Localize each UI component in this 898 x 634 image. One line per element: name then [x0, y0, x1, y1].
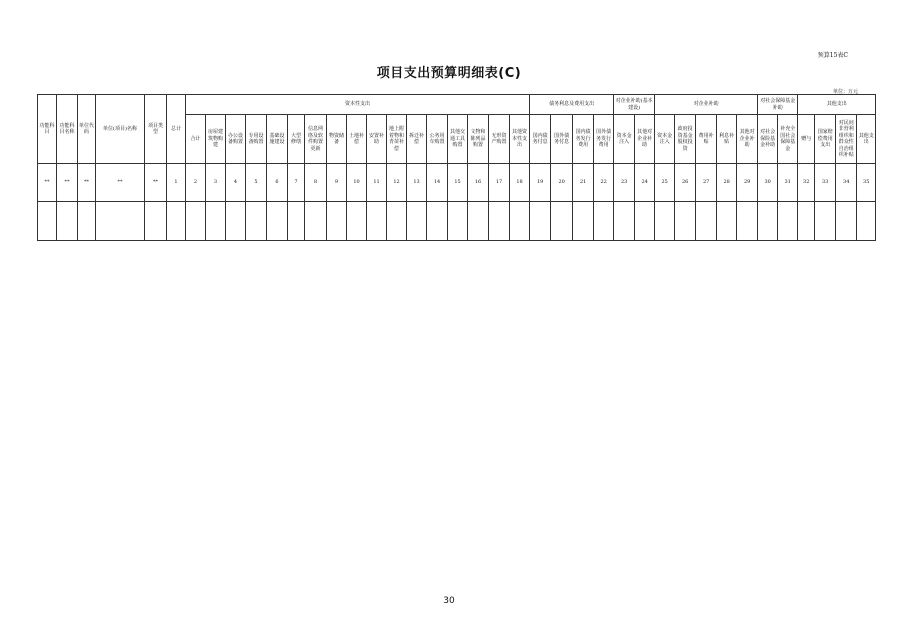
column-header: 土地补偿 — [347, 115, 367, 164]
page-number: 30 — [443, 596, 455, 606]
column-header: 合计 — [186, 115, 206, 164]
column-header: 补充全国社会保障基金 — [778, 115, 798, 164]
column-header: 其他对企业补助 — [737, 115, 758, 164]
index-cell: 25 — [655, 164, 675, 202]
group-header: 其他支出 — [798, 95, 876, 115]
group-header: 对企业补助 — [655, 95, 758, 115]
budget-table — [37, 94, 876, 241]
column-header: 其他资本性支出 — [510, 115, 530, 164]
index-cell: 22 — [594, 164, 614, 202]
column-header: 国外债务付息 — [551, 115, 573, 164]
column-header: 利息补贴 — [717, 115, 737, 164]
column-header: 其他交通工具购置 — [448, 115, 468, 164]
index-cell: ** — [57, 164, 78, 202]
column-header: 资本金注入 — [655, 115, 675, 164]
column-header: 费用补贴 — [696, 115, 717, 164]
index-cell: 35 — [857, 164, 876, 202]
column-header: 地上附着物和青苗补偿 — [387, 115, 407, 164]
index-cell: 7 — [288, 164, 305, 202]
index-cell: ** — [145, 164, 167, 202]
column-header: 其他支出 — [857, 115, 876, 164]
column-header: 赠与 — [798, 115, 815, 164]
index-cell: 23 — [614, 164, 635, 202]
index-cell: 19 — [530, 164, 551, 202]
column-header: 国内债务发行费用 — [573, 115, 594, 164]
header-cell: 功能科目名称 — [57, 95, 78, 164]
index-cell: 26 — [675, 164, 696, 202]
empty-data-row — [38, 202, 876, 241]
column-header: 无形资产购置 — [489, 115, 510, 164]
index-row — [38, 164, 876, 202]
column-header: 国家赔偿费用支出 — [815, 115, 836, 164]
index-cell: 11 — [367, 164, 387, 202]
index-cell: 18 — [510, 164, 530, 202]
index-cell: 13 — [407, 164, 427, 202]
column-header: 对民间非营利组织和群众性自治组织补贴 — [836, 115, 857, 164]
index-cell: ** — [96, 164, 145, 202]
index-cell: ** — [38, 164, 57, 202]
index-cell: 6 — [267, 164, 288, 202]
column-header: 物资储备 — [327, 115, 347, 164]
column-header: 资本金注入 — [614, 115, 635, 164]
group-header: 对社会保障基金补助 — [758, 95, 798, 115]
index-cell: 21 — [573, 164, 594, 202]
index-cell: 2 — [186, 164, 206, 202]
index-cell: 8 — [305, 164, 327, 202]
index-cell: 16 — [468, 164, 489, 202]
header-cell: 单位代码 — [78, 95, 96, 164]
column-header: 安置补助 — [367, 115, 387, 164]
column-header: 大型修缮 — [288, 115, 305, 164]
column-header: 专用设备购置 — [246, 115, 267, 164]
index-cell: 33 — [815, 164, 836, 202]
column-header: 对社会保险基金补助 — [758, 115, 778, 164]
index-cell: 31 — [778, 164, 798, 202]
index-cell: 27 — [696, 164, 717, 202]
index-cell: 9 — [327, 164, 347, 202]
column-header: 国内债务付息 — [530, 115, 551, 164]
index-cell: 20 — [551, 164, 573, 202]
column-header: 信息网络及软件购置更新 — [305, 115, 327, 164]
index-cell: 30 — [758, 164, 778, 202]
index-cell: 28 — [717, 164, 737, 202]
header-cell: 单位(项目)名称 — [96, 95, 145, 164]
form-id: 预算15表C — [817, 52, 848, 59]
header-cell: 项目类型 — [145, 95, 167, 164]
index-cell: 34 — [836, 164, 857, 202]
group-header: 对企业补助(基本建设) — [614, 95, 655, 115]
index-cell: 17 — [489, 164, 510, 202]
index-cell: 12 — [387, 164, 407, 202]
index-cell: 29 — [737, 164, 758, 202]
header-cell: 总计 — [167, 95, 186, 164]
column-header: 国外债务发行费用 — [594, 115, 614, 164]
column-header: 办公设备购置 — [226, 115, 246, 164]
column-header: 政府投资基金股权投资 — [675, 115, 696, 164]
unit-label: 单位：万元 — [832, 89, 858, 95]
index-cell: 32 — [798, 164, 815, 202]
column-header: 文物和陈列品购置 — [468, 115, 489, 164]
index-cell: 3 — [206, 164, 226, 202]
index-cell: 5 — [246, 164, 267, 202]
column-header: 基础设施建设 — [267, 115, 288, 164]
page-title: 项目支出预算明细表(C) — [376, 66, 522, 81]
group-header: 债务利息及费用支出 — [530, 95, 614, 115]
index-cell: 10 — [347, 164, 367, 202]
index-cell: 24 — [635, 164, 655, 202]
index-cell: 4 — [226, 164, 246, 202]
column-header: 拆迁补偿 — [407, 115, 427, 164]
index-cell: ** — [78, 164, 96, 202]
column-header: 公务用车购置 — [427, 115, 448, 164]
group-header: 资本性支出 — [186, 95, 530, 115]
index-cell: 14 — [427, 164, 448, 202]
index-cell: 15 — [448, 164, 468, 202]
header-cell: 功能科目 — [38, 95, 57, 164]
index-cell: 1 — [167, 164, 186, 202]
column-header: 其他对企业补助 — [635, 115, 655, 164]
column-header: 房屋建筑物购建 — [206, 115, 226, 164]
